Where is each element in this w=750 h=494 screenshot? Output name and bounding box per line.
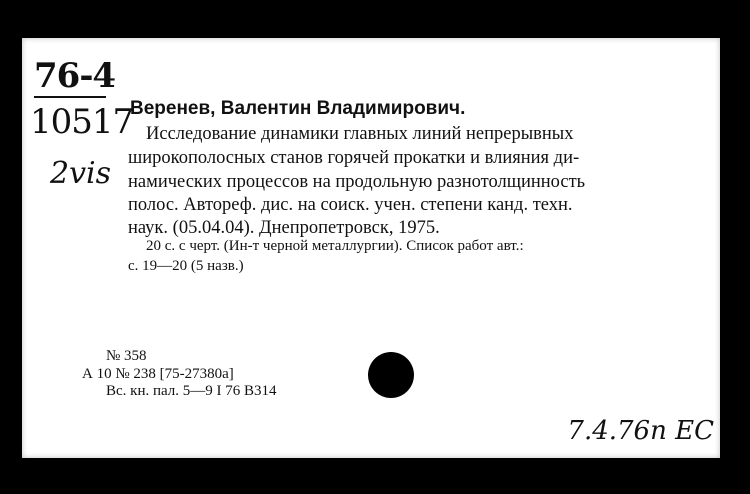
author-name: Веренев, Валентин Владимирович.: [130, 98, 466, 119]
catalog-line-3: Вс. кн. пал. 5—9 I 76 В314: [106, 383, 277, 399]
shelf-code: 76-4: [34, 56, 116, 96]
catalog-line-2: А 10 № 238 [75-27380а]: [82, 366, 234, 382]
inventory-number: 10517: [30, 102, 134, 142]
catalog-line-1: № 358: [106, 348, 147, 364]
description-line-3: намических процессов на продольную разнотолщинность: [128, 172, 586, 192]
punch-hole: [368, 352, 414, 398]
pagination-line-1: 20 с. с черт. (Ин-т черной металлургии). Список работ авт.:: [146, 238, 524, 254]
description-line-4: полос. Автореф. дис. на соиск. учен. степени канд. техн.: [128, 195, 573, 215]
shelf-code-underline: [34, 96, 106, 98]
description-line-2: широкополосных станов горячей прокатки и влияния ди-: [128, 148, 580, 168]
handwritten-note: 2vis: [50, 156, 112, 191]
catalog-card: [22, 38, 720, 458]
description-line-5: наук. (05.04.04). Днепропетровск, 1975.: [128, 218, 440, 238]
handwritten-date: 7.4.76п ЕС: [567, 416, 714, 446]
description-line-1: Исследование динамики главных линий непрерывных: [146, 124, 574, 144]
pagination-line-2: с. 19—20 (5 назв.): [128, 258, 244, 274]
